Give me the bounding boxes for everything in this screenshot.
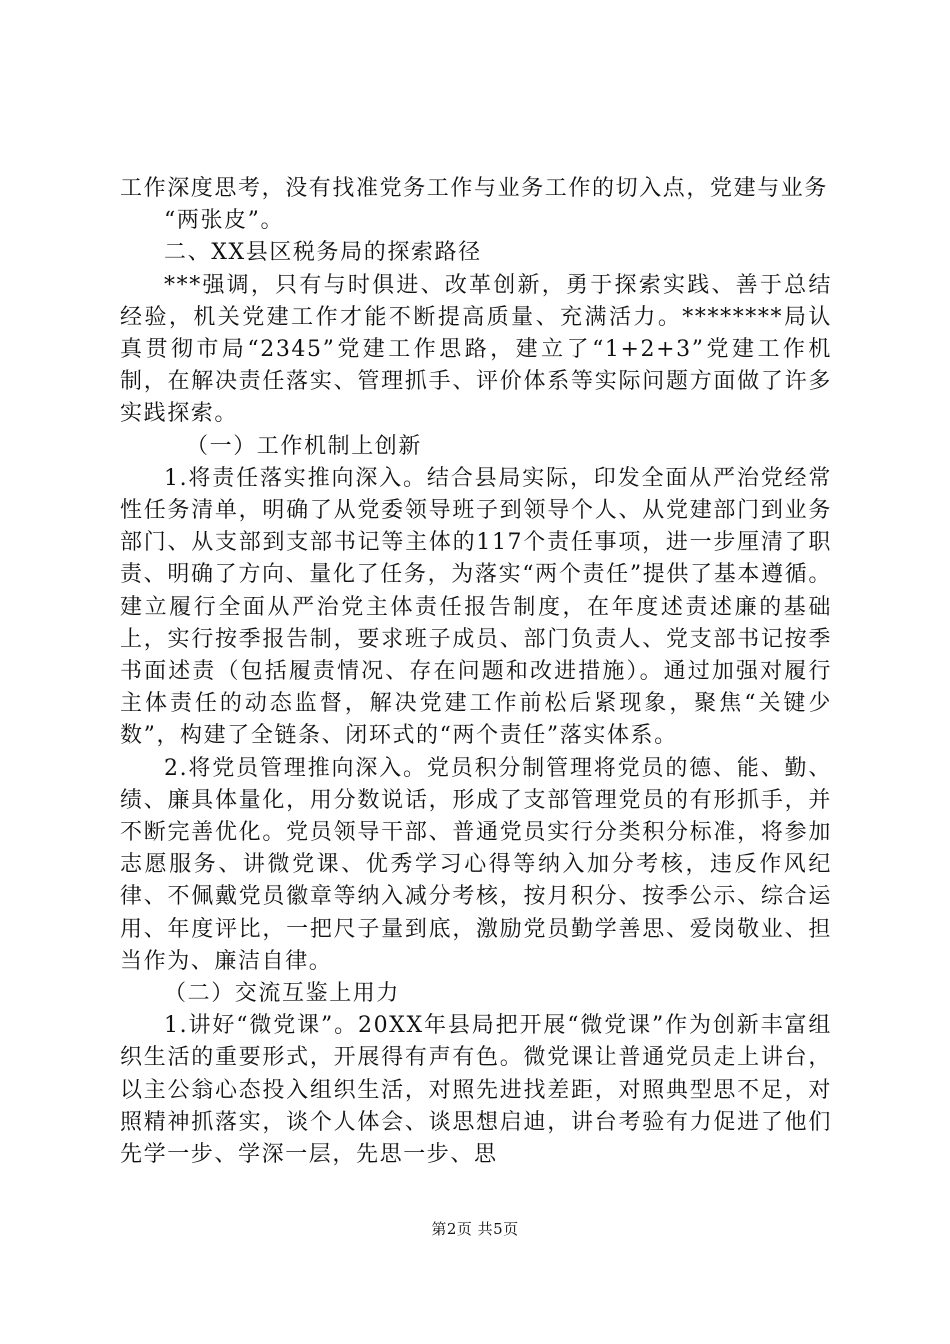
subheading-exchange: （二）交流互鉴上用力 <box>164 981 401 1007</box>
section-heading-exploration-path: 二、XX县区税务局的探索路径 <box>164 240 482 266</box>
paragraph-two-skins: “两张皮”。 <box>164 208 285 234</box>
page-footer: 第2页 共5页 <box>431 1220 519 1238</box>
paragraph-intro: ***强调，只有与时俱进、改革创新，勇于探索实践、善于总结经验，机关党建工作才能不断提高质量、充满活力。********局认真贯彻市局“2345”党建工作思路，建立了“1+2+3”党建工作机制，在解决责任落实、管理抓手、评价体系等实际问题方面做了许多实践探索。 <box>120 272 832 427</box>
paragraph-member-management: 2.将党员管理推向深入。党员积分制管理将党员的德、能、勤、绩、廉具体量化，用分数说话，形成了支部管理党员的有形抓手，并不断完善优化。党员领导干部、普通党员实行分类积分标准，将参加志愿服务、讲微党课、优秀学习心得等纳入加分考核，违反作风纪律、不佩戴党员徽章等纳入减分考核，按月积分、按季公示、综合运用、年度评比，一把尺子量到底，激励党员勤学善思、爱岗敬业、担当作为、廉洁自律。 <box>120 755 832 974</box>
document-body <box>120 173 832 1171</box>
subheading-mechanism-innovation: （一）工作机制上创新 <box>186 433 423 459</box>
paragraph-micro-lecture: 1.讲好“微党课”。20XX年县局把开展“微党课”作为创新丰富组织生活的重要形式，开展得有声有色。微党课让普通党员走上讲台，以主公翁心态投入组织生活，对照先进找差距，对照典型思不足，对照精神抓落实，谈个人体会、谈思想启迪，讲台考验有力促进了他们先学一步、学深一层，先思一步、思 <box>120 1013 832 1168</box>
paragraph-continuation: 工作深度思考，没有找准党务工作与业务工作的切入点，党建与业务 <box>120 176 829 201</box>
paragraph-responsibility: 1.将责任落实推向深入。结合县局实际，印发全面从严治党经常性任务清单，明确了从党委领导班子到领导个人、从党建部门到业务部门、从支部到支部书记等主体的117个责任事项，进一步厘清了职责、明确了方向、量化了任务，为落实“两个责任”提供了基本遵循。建立履行全面从严治党主体责任报告制度，在年度述责述廉的基础上，实行按季报告制，要求班子成员、部门负责人、党支部书记按季书面述责（包括履责情况、存在问题和改进措施）。通过加强对履行主体责任的动态监督，解决党建工作前松后紧现象，聚焦“关键少数”，构建了全链条、闭环式的“两个责任”落实体系。 <box>120 465 832 749</box>
